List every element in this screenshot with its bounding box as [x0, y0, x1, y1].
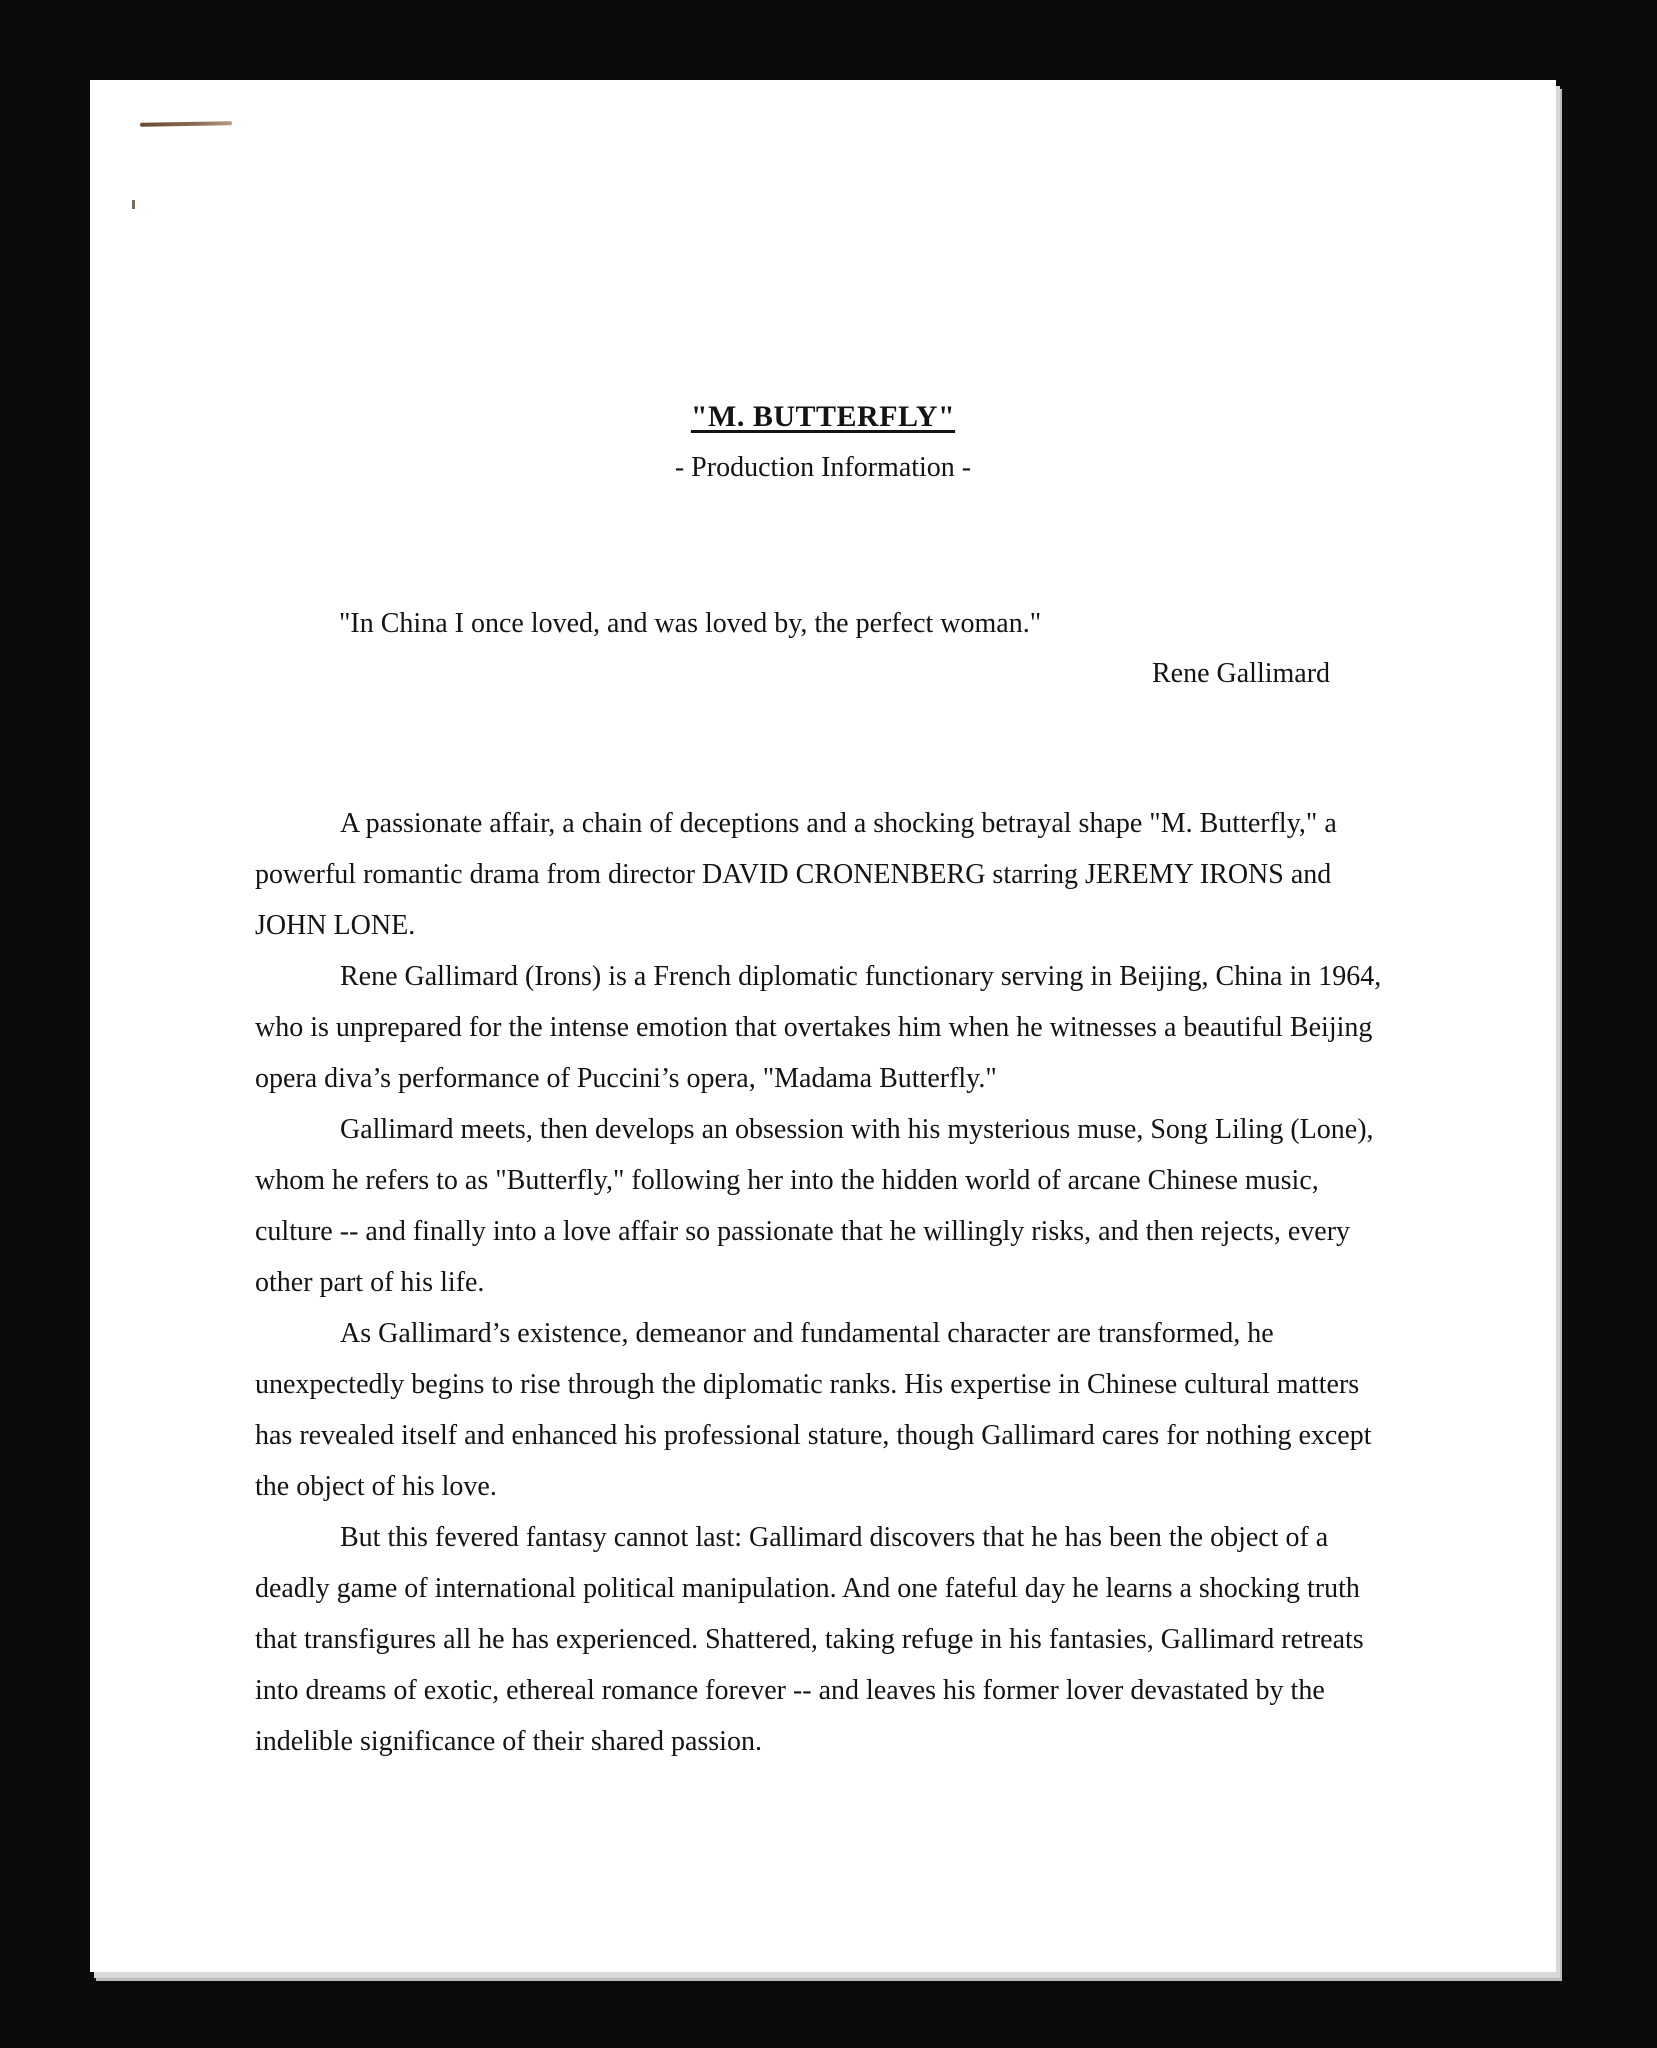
document-page [90, 80, 1556, 1972]
body-text [255, 798, 1395, 1767]
ink-speck [132, 200, 135, 209]
staple-mark [140, 121, 232, 127]
paragraph: Rene Gallimard (Irons) is a French diplomatic functionary serving in Beijing, China in 1964, who is unprepared for the intense emotion that overtakes him when he witnesses a beautiful Beijing opera diva’s performance of Puccini’s opera, "Madama Butterfly." [255, 961, 1382, 1094]
epigraph-attribution: Rene Gallimard [1152, 658, 1331, 689]
paragraph: Gallimard meets, then develops an obsession with his mysterious muse, Song Liling (Lone), whom he refers to as "Butterfly," following her into the hidden world of arcane Chinese music, culture -- and finally into a love affair so passionate that he willingly risks, and then rejects, every other part of his life. [255, 1114, 1374, 1298]
paragraph: A passionate affair, a chain of deceptions and a shocking betrayal shape "M. Butterfly," a powerful romantic drama from director DAVID CRONENBERG starring JEREMY IRONS and JOHN LONE. [255, 808, 1337, 941]
paragraph: As Gallimard’s existence, demeanor and fundamental character are transformed, he unexpectedly begins to rise through the diplomatic ranks. His expertise in Chinese cultural matters has revealed itself and enhanced his professional stature, though Gallimard cares for nothing except the object of his love. [255, 1318, 1372, 1502]
document-title: "M. BUTTERFLY" [690, 400, 956, 433]
epigraph-quote: "In China I once loved, and was loved by, the perfect woman." [339, 608, 1042, 639]
document-subtitle: - Production Information - [674, 452, 972, 483]
paragraph: But this fevered fantasy cannot last: Gallimard discovers that he has been the object of a deadly game of international political manipulation. And one fateful day he learns a shocking truth that transfigures all he has experienced. Shattered, taking refuge in his fantasies, Gallimard retreats into dreams of exotic, ethereal romance forever -- and leaves his former lover devastated by the indelible significance of their shared passion. [255, 1522, 1364, 1757]
